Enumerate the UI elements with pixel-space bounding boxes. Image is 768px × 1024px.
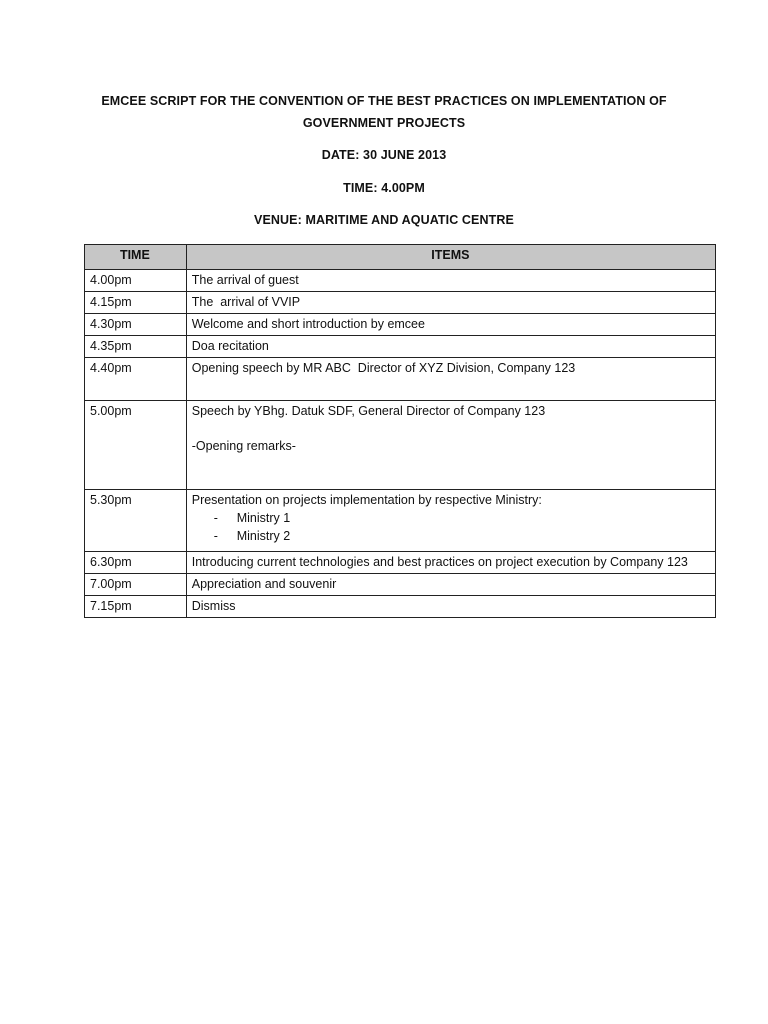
row-remark: -Opening remarks-	[191, 439, 296, 453]
row-time: 7.15pm	[85, 596, 187, 618]
column-header-items: ITEMS	[186, 245, 715, 270]
table-row	[85, 596, 716, 618]
bullet-dash: -	[213, 529, 218, 543]
row-item: Introducing current technologies and best practices on project execution by Company 123	[186, 552, 715, 574]
event-time: TIME: 4.00PM	[343, 181, 425, 195]
row-item-cell	[186, 490, 715, 552]
row-item: Opening speech by MR ABC Director of XYZ Division, Company 123	[186, 358, 715, 401]
table-row	[85, 490, 716, 552]
row-time: 4.00pm	[85, 270, 187, 292]
row-time: 7.00pm	[85, 574, 187, 596]
row-time: 4.15pm	[85, 292, 187, 314]
table-row	[85, 314, 716, 336]
row-item: Doa recitation	[186, 336, 715, 358]
row-item: Presentation on projects implementation by respective Ministry:	[191, 493, 542, 507]
row-time: 4.35pm	[85, 336, 187, 358]
column-header-time: TIME	[85, 245, 187, 270]
row-item: Dismiss	[186, 596, 715, 618]
table-row	[85, 358, 716, 401]
list-item	[192, 527, 709, 545]
row-item: The arrival of VVIP	[186, 292, 715, 314]
row-item-cell	[186, 401, 715, 490]
row-item: Welcome and short introduction by emcee	[186, 314, 715, 336]
title-line-1: EMCEE SCRIPT FOR THE CONVENTION OF THE BEST PRACTICES ON IMPLEMENTATION OF	[101, 94, 667, 108]
table-row	[85, 574, 716, 596]
table-row	[85, 552, 716, 574]
schedule-table	[84, 244, 716, 618]
row-time: 5.30pm	[85, 490, 187, 552]
document-title	[0, 90, 768, 134]
table-row	[85, 270, 716, 292]
row-time: 4.30pm	[85, 314, 187, 336]
row-item: Speech by YBhg. Datuk SDF, General Director of Company 123	[191, 404, 546, 418]
table-row	[85, 336, 716, 358]
list-item-label: Ministry 2	[236, 529, 291, 543]
row-item: The arrival of guest	[186, 270, 715, 292]
table-row	[85, 292, 716, 314]
table-row	[85, 401, 716, 490]
list-item	[192, 509, 709, 527]
list-item-label: Ministry 1	[236, 511, 291, 525]
event-date: DATE: 30 JUNE 2013	[321, 148, 447, 162]
row-time: 5.00pm	[85, 401, 187, 490]
table-header-row	[85, 245, 716, 270]
row-time: 4.40pm	[85, 358, 187, 401]
row-time: 6.30pm	[85, 552, 187, 574]
event-venue: VENUE: MARITIME AND AQUATIC CENTRE	[254, 213, 514, 227]
title-line-2: GOVERNMENT PROJECTS	[302, 116, 466, 130]
bullet-dash: -	[213, 511, 218, 525]
row-item: Appreciation and souvenir	[186, 574, 715, 596]
ministry-list	[192, 509, 709, 545]
